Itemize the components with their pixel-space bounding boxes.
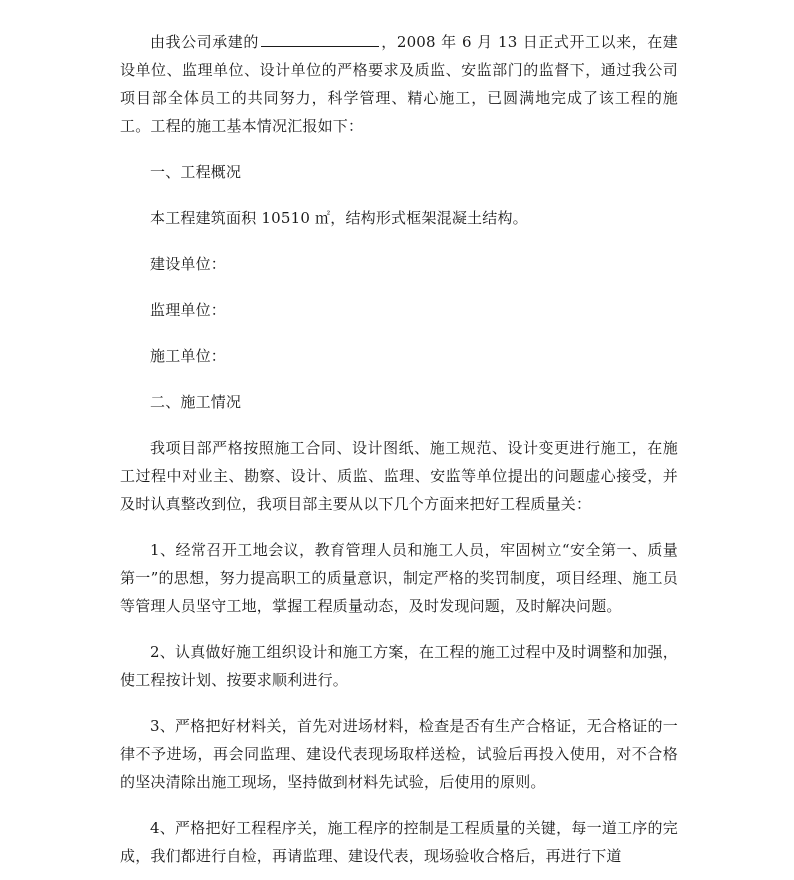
construction-summary-paragraph: 我项目部严格按照施工合同、设计图纸、施工规范、设计变更进行施工，在施工过程中对业主、勘察、设计、质监、监理、安监等单位提出的问题虚心接受，并及时认真整改到位，我项目部主要从以下几个方面来把好工程质量关： — [120, 439, 678, 513]
construction-unit-field: 建设单位： — [150, 255, 227, 273]
section-heading-construction: 二、施工情况 — [150, 393, 242, 411]
project-name-blank — [261, 31, 379, 47]
list-item-1: 1、经常召开工地会议，教育管理人员和施工人员，牢固树立“安全第一、质量第一”的思想，努力提高职工的质量意识，制定严格的奖罚制度，项目经理、施工员等管理人员坚守工地，掌握工程质量动态，及时发现问题，及时解决问题。 — [120, 541, 678, 615]
section-heading-overview: 一、工程概况 — [150, 163, 242, 181]
supervision-unit-field: 监理单位： — [150, 301, 227, 319]
list-item-3: 3、严格把好材料关，首先对进场材料，检查是否有生产合格证，无合格证的一律不予进场，再会同监理、建设代表现场取样送检，试验后再投入使用，对不合格的坚决清除出施工现场，坚持做到材料先试验，后使用的原则。 — [120, 717, 678, 791]
contractor-unit-field: 施工单位： — [150, 347, 227, 365]
list-item-4: 4、严格把好工程程序关，施工程序的控制是工程质量的关键，每一道工序的完成，我们都进行自检，再请监理、建设代表，现场验收合格后，再进行下道 — [120, 819, 678, 865]
building-area-paragraph: 本工程建筑面积 10510 ㎡，结构形式框架混凝土结构。 — [150, 209, 528, 227]
intro-text-start: 由我公司承建的 — [150, 33, 259, 51]
intro-paragraph — [120, 28, 678, 140]
list-item-2: 2、认真做好施工组织设计和施工方案，在工程的施工过程中及时调整和加强，使工程按计划、按要求顺利进行。 — [120, 643, 678, 689]
document-body — [120, 28, 678, 870]
intro-text-end: ，2008 年 6 月 13 日正式开工以来，在建设单位、监理单位、设计单位的严格要求及质监、安监部门的监督下，通过我公司项目部全体员工的共同努力，科学管理、精心施工，已圆满地完成了该工程的施工。工程的施工基本情况汇报如下： — [120, 33, 678, 135]
